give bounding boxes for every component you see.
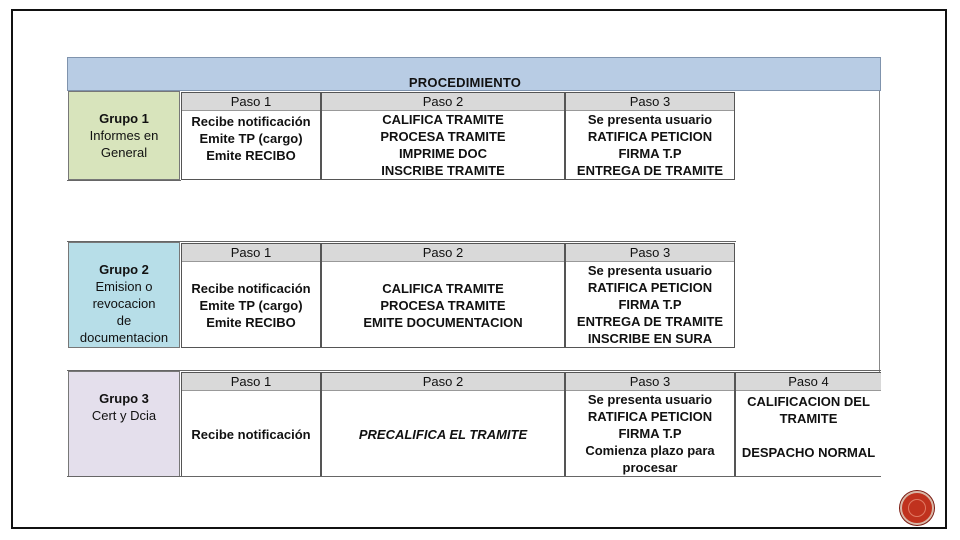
step-line: Se presenta usuario: [587, 392, 713, 407]
step-line: Se presenta usuario: [587, 112, 713, 127]
group-2-top-rule: [67, 241, 736, 242]
group-1-bottom-rule: [67, 180, 181, 181]
step-line: Recibe notificación: [191, 280, 311, 296]
step-body: [566, 262, 734, 347]
step-line: Emite RECIBO: [206, 314, 296, 330]
step-line: Recibe notificación: [191, 426, 311, 442]
step-header: Paso 3: [566, 244, 734, 262]
group-desc-line: revocacion: [92, 296, 156, 311]
step-body: [736, 391, 881, 461]
step-line: PRECALIFICA EL TRAMITE: [358, 426, 528, 442]
group-desc-line: General: [100, 145, 148, 160]
group-1-step-1: [181, 92, 321, 180]
step-line: INSCRIBE EN SURA: [587, 331, 713, 346]
group-desc-line: Informes en: [89, 128, 159, 143]
step-line: ENTREGA DE TRAMITE: [576, 314, 724, 329]
step-line: FIRMA T.P: [618, 426, 682, 441]
group-2-step-2: [321, 243, 565, 348]
group-desc-line: de: [116, 313, 132, 328]
group-3-step-2: [321, 372, 565, 477]
step-header: Paso 2: [322, 244, 564, 262]
step-line: RATIFICA PETICION: [587, 280, 713, 295]
step-body: [566, 111, 734, 179]
logo-seal-icon: [900, 491, 934, 525]
step-header: Paso 1: [182, 244, 320, 262]
step-line: INSCRIBE TRAMITE: [381, 163, 505, 178]
step-line: Se presenta usuario: [587, 263, 713, 278]
group-name: Grupo 2: [99, 262, 149, 277]
group-desc-line: Cert y Dcia: [91, 408, 157, 423]
step-line: PROCESA TRAMITE: [380, 297, 506, 313]
logo-seal-inner: [908, 499, 926, 517]
step-line: FIRMA T.P: [618, 146, 682, 161]
group-1-step-3: [565, 92, 735, 180]
step-line: TRAMITE: [779, 411, 838, 426]
step-line: FIRMA T.P: [618, 297, 682, 312]
step-header: Paso 2: [322, 373, 564, 391]
step-line: IMPRIME DOC: [398, 146, 488, 161]
step-line: PROCESA TRAMITE: [380, 129, 506, 144]
group-2-step-1: [181, 243, 321, 348]
group-2-step-3: [565, 243, 735, 348]
table-title-bar: [67, 57, 881, 91]
step-line: procesar: [622, 460, 678, 475]
step-line: CALIFICA TRAMITE: [382, 112, 504, 127]
group-3-step-1: [181, 372, 321, 477]
step-header: Paso 1: [182, 93, 320, 111]
step-line: Comienza plazo para: [585, 443, 715, 458]
step-line: Emite TP (cargo): [199, 297, 303, 313]
group-name: Grupo 3: [99, 391, 149, 406]
step-header: Paso 1: [182, 373, 320, 391]
step-line: Emite RECIBO: [206, 148, 296, 163]
group-3-label: [68, 371, 180, 477]
step-header: Paso 2: [322, 93, 564, 111]
step-body: [322, 262, 564, 348]
group-desc-line: Emision o: [95, 279, 153, 294]
step-body: [322, 391, 564, 477]
step-line: Emite TP (cargo): [199, 131, 303, 146]
step-line: CALIFICACION DEL: [747, 394, 870, 409]
group-3-top-rule: [67, 370, 881, 371]
step-header: Paso 3: [566, 93, 734, 111]
step-header: Paso 3: [566, 373, 734, 391]
step-body: [182, 111, 320, 165]
step-body: [182, 391, 320, 477]
group-3-step-3: [565, 372, 735, 477]
procedure-table: [67, 57, 881, 477]
group-desc-line: documentacion: [79, 330, 169, 345]
step-body: [322, 111, 564, 179]
group-3-step-4: [735, 372, 881, 477]
step-line: RATIFICA PETICION: [587, 129, 713, 144]
step-line: ENTREGA DE TRAMITE: [576, 163, 724, 178]
group-name: Grupo 1: [99, 111, 149, 126]
group-1-step-2: [321, 92, 565, 180]
step-line: Recibe notificación: [191, 114, 311, 129]
table-title: PROCEDIMIENTO: [408, 75, 522, 90]
group-2-label: [68, 242, 180, 348]
table-bottom-rule: [67, 476, 881, 477]
step-line: DESPACHO NORMAL: [741, 445, 876, 460]
step-header: Paso 4: [736, 373, 881, 391]
step-body: [566, 391, 734, 476]
step-line: CALIFICA TRAMITE: [382, 280, 504, 296]
group-1-label: [68, 91, 180, 180]
step-body: [182, 262, 320, 348]
step-line: RATIFICA PETICION: [587, 409, 713, 424]
step-line: EMITE DOCUMENTACION: [363, 314, 523, 330]
